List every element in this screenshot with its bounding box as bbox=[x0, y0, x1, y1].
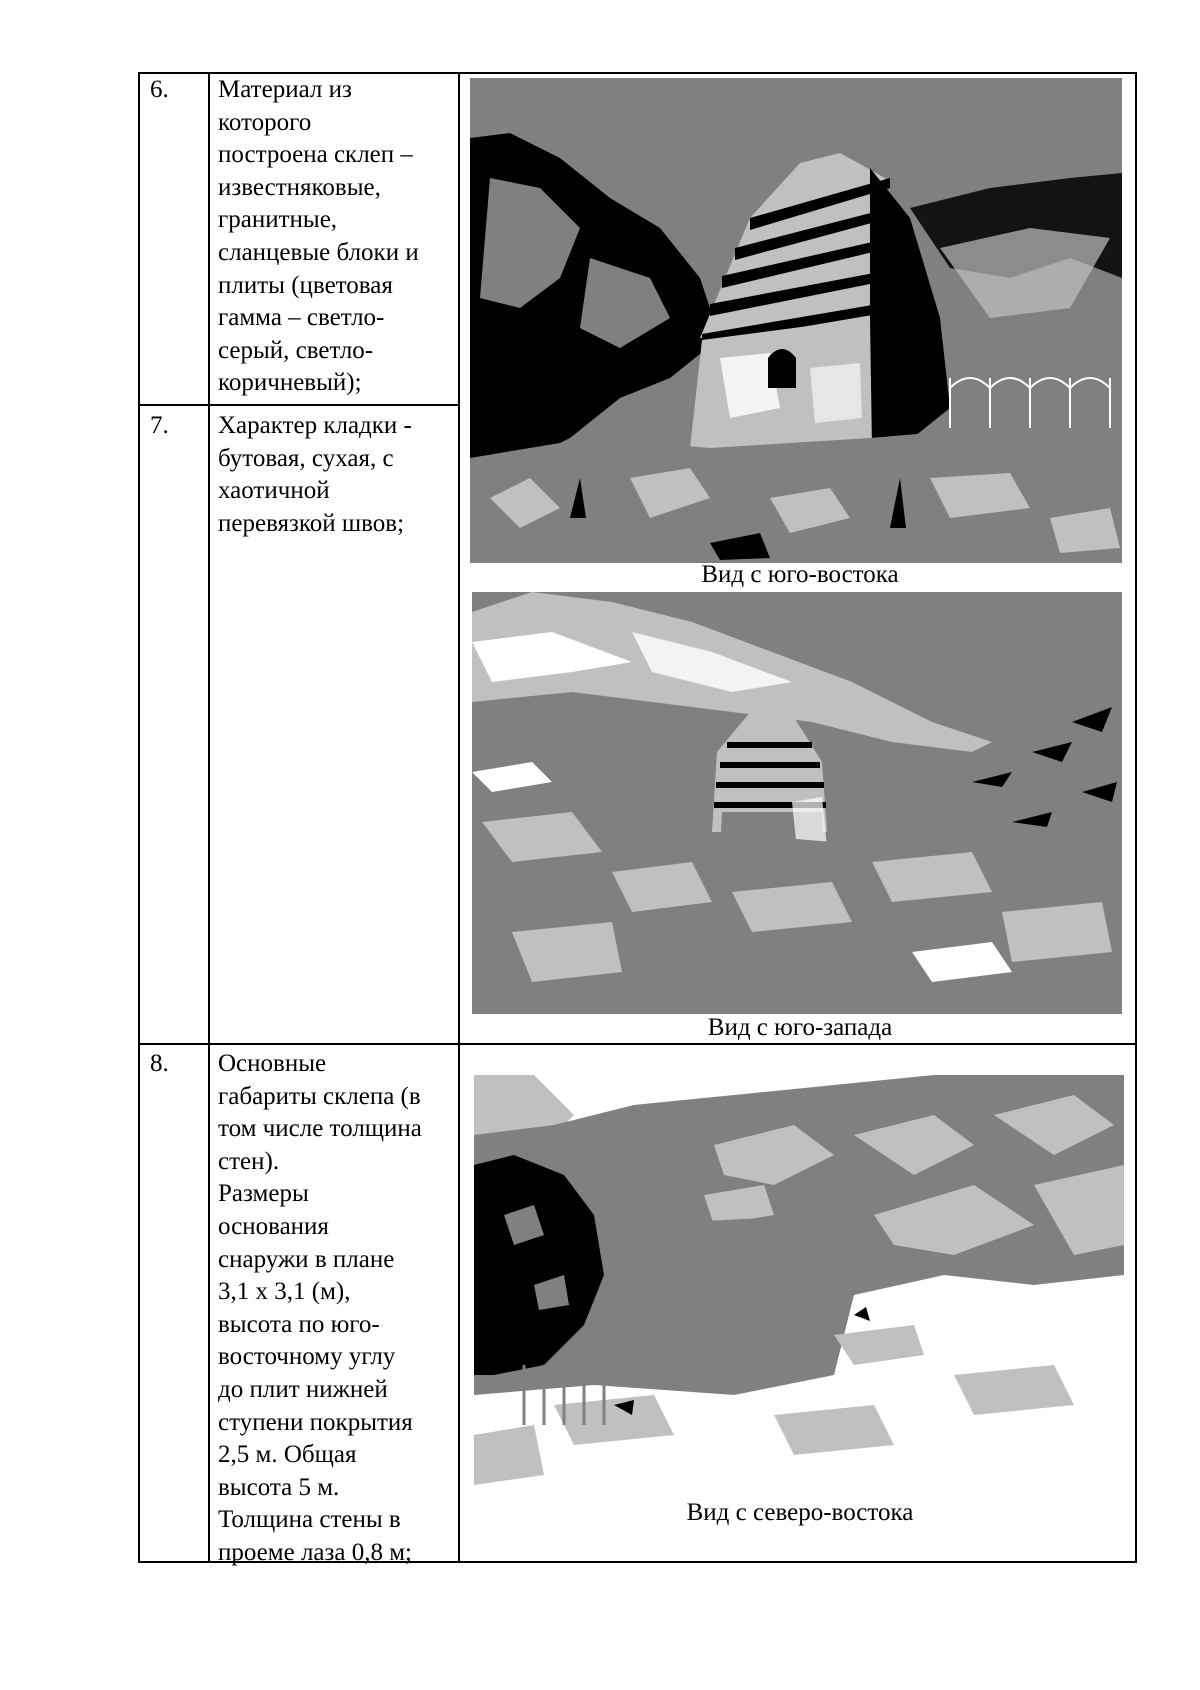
column-divider-1 bbox=[208, 72, 210, 1563]
photo-southeast-view bbox=[470, 78, 1122, 563]
row-divider-6-7 bbox=[138, 404, 460, 406]
caption-southwest-view: Вид с юго-запада bbox=[707, 1014, 893, 1041]
table-border-right bbox=[1135, 72, 1137, 1563]
row-6-number: 6. bbox=[150, 76, 169, 103]
row-7-number: 7. bbox=[150, 412, 169, 439]
caption-northeast-view: Вид с северо-востока bbox=[686, 1499, 914, 1526]
row-7-text: Характер кладки - бутовая, сухая, с хаотичной перевязкой швов; bbox=[218, 412, 412, 537]
photo-southwest-view bbox=[472, 592, 1122, 1014]
row-8-number: 8. bbox=[150, 1050, 169, 1077]
row-6-text: Материал из которого построена склеп – известняковые, гранитные, сланцевые блоки и плиты (цветовая гамма – светло- серый, светло- коричневый); bbox=[218, 76, 419, 397]
column-divider-2 bbox=[458, 72, 460, 1563]
photo-northeast-view bbox=[474, 1075, 1124, 1500]
row-divider-7-8 bbox=[138, 1043, 1137, 1045]
caption-southeast-view: Вид с юго-востока bbox=[701, 561, 899, 588]
table-border-left bbox=[138, 72, 140, 1563]
row-8-text: Основные габариты склепа (в том числе толщина стен). Размеры основания снаружи в плане 3,1 х 3,1 (м), высота по юго- восточному углу до плит нижней ступени покрытия 2,5 м. Общая высота 5 м. Толщина стены в проеме лаза 0,8 м; bbox=[218, 1050, 422, 1566]
